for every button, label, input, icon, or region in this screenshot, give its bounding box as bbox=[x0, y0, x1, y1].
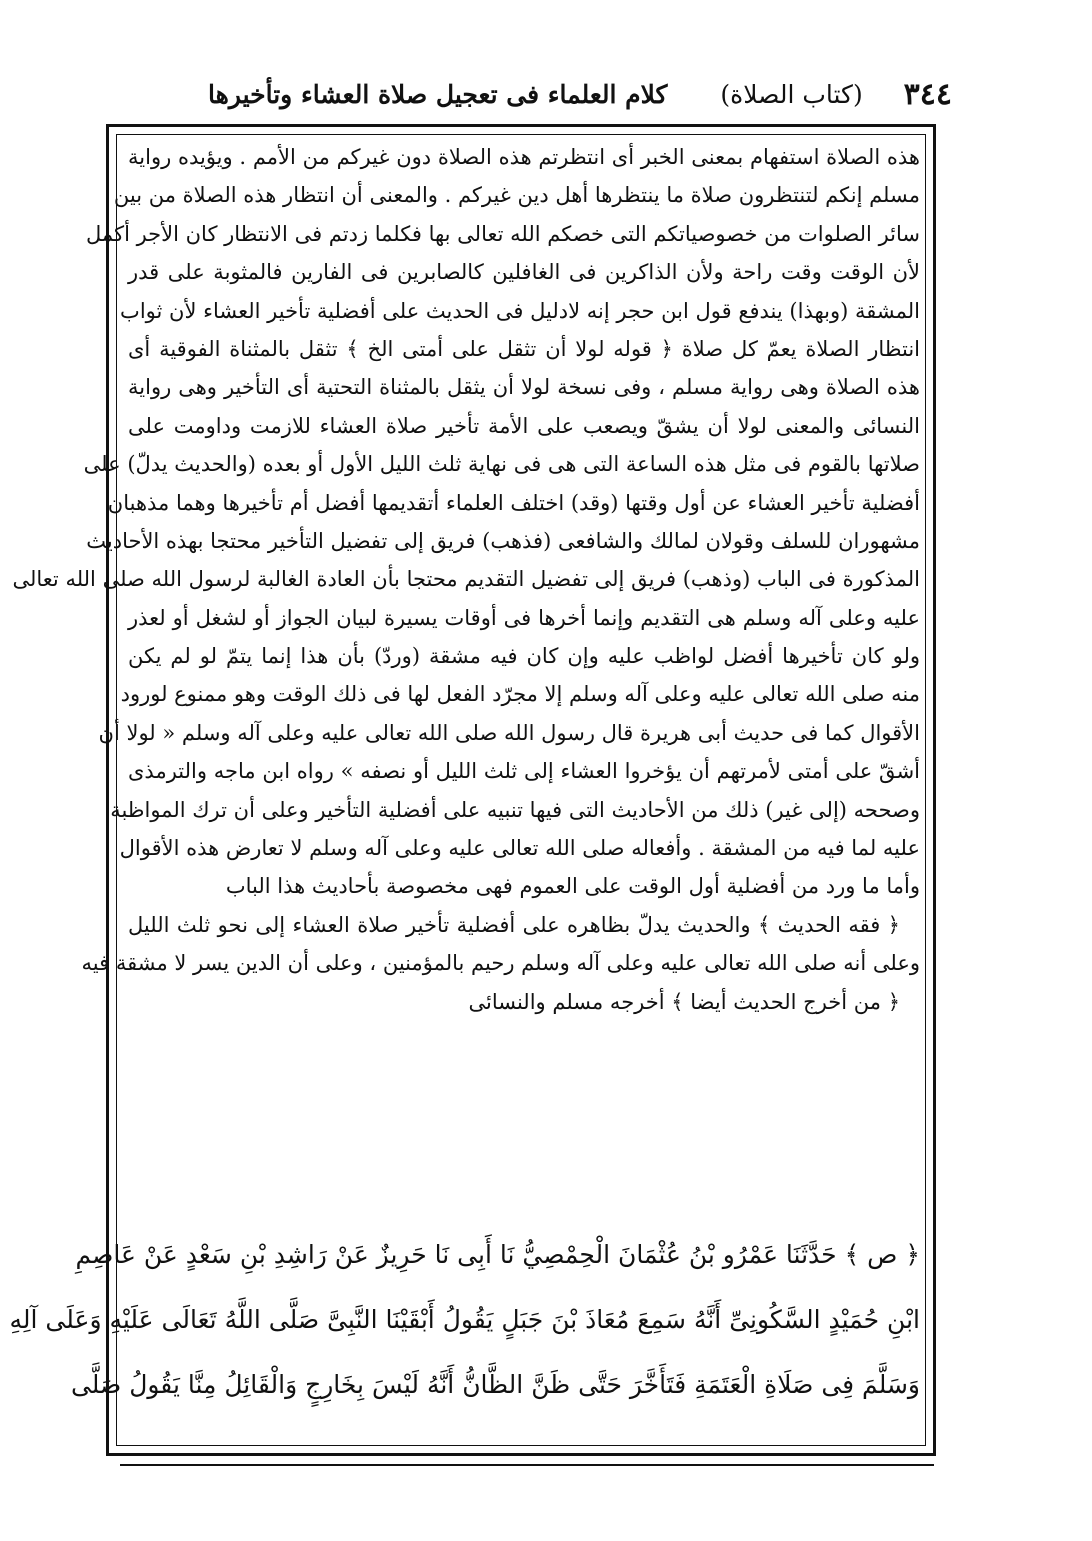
text-line: المذكورة فى الباب (وذهب) فريق إلى تفضيل التقديم محتجا بأن العادة الغالبة لرسول الله صلى الله تعالى bbox=[12, 567, 920, 592]
text-line: وأما ما ورد من أفضلية أول الوقت على العموم فهى مخصوصة بأحاديث هذا الباب bbox=[225, 874, 920, 899]
hadith-line: ابْنِ حُمَيْدٍ السَّكُونِىِّ أَنَّهُ سَمِعَ مُعَاذَ بْنَ جَبَلٍ يَقُولُ أَبْقَيْنَا النَّبِىَّ صَلَّى اللَّهُ تَعَالَى عَلَيْهِ وَعَلَى آلِهِ bbox=[9, 1305, 920, 1334]
text-line: عليه لما فيه من المشقة . وأفعاله صلى الله تعالى عليه وعلى آله وسلم لا تعارض هذه الأقوال bbox=[119, 836, 920, 861]
hadith-text bbox=[9, 1222, 920, 1417]
book-title: (كتاب الصلاة) bbox=[720, 79, 863, 109]
text-line: النسائى والمعنى لولا أن يشقّ ويصعب على الأمة تأخير صلاة العشاء للازمت وداومت على bbox=[128, 413, 920, 438]
commentary-text bbox=[12, 138, 921, 1021]
text-line: هذه الصلاة وهى رواية مسلم ، وفى نسخة لولا أن يثقل بالمثناة التحتية أى التأخير وهى رواية bbox=[128, 375, 920, 400]
bottom-rule bbox=[120, 1464, 934, 1466]
text-line: هذه الصلاة استفهام بمعنى الخبر أى انتظرتم هذه الصلاة دون غيركم من الأمم . ويؤيده رواية bbox=[128, 145, 920, 169]
text-line: منه صلى الله تعالى عليه وعلى آله وسلم إلا مجرّد الفعل لها فى ذلك الوقت وهو ممنوع لورود bbox=[120, 682, 920, 707]
text-line: وصححه (إلى غير) ذلك من الأحاديث التى فيها تنبيه على أفضلية التأخير وعلى أن ترك المواظبة bbox=[110, 797, 920, 822]
text-line: صلاتها بالقوم فى مثل هذه الساعة التى هى فى نهاية ثلث الليل الأول أو بعده (والحديث يدلّ) على bbox=[83, 452, 920, 477]
page-number: ٣٤٤ bbox=[903, 76, 952, 112]
section-heading-line: ﴿ من أخرج الحديث أيضا ﴾ أخرجه مسلم والنسائى bbox=[468, 989, 900, 1014]
text-line: سائر الصلوات من خصوصياتكم التى خصكم الله تعالى بها فكلما زدتم فى الانتظار كان الأجر أكمل bbox=[86, 221, 920, 246]
text-line: عليه وعلى آله وسلم هى التقديم وإنما أخرها فى أوقات يسيرة لبيان الجواز أو لشغل أو لعذر bbox=[128, 605, 920, 630]
text-line: مشهوران للسلف وقولان لمالك والشافعى (فذهب) فريق إلى تفضيل التأخير محتجا بهذه الأحاديث bbox=[86, 528, 920, 553]
text-line: أشقّ على أمتى لأمرتهم أن يؤخروا العشاء إلى ثلث الليل أو نصفه » رواه ابن ماجه والترمذى bbox=[128, 759, 920, 784]
section-heading-line: ﴿ فقه الحديث ﴾ والحديث يدلّ بظاهره على أفضلية تأخير صلاة العشاء إلى نحو ثلث الليل bbox=[128, 912, 900, 937]
text-line: الأقوال كما فى حديث أبى هريرة قال رسول الله صلى الله تعالى عليه وعلى آله وسلم « لولا أن bbox=[98, 720, 920, 745]
page-header bbox=[208, 64, 952, 124]
text-line: المشقة (وبهذا) يندفع قول ابن حجر إنه لادليل فى الحديث على أفضلية تأخير العشاء لأن ثواب bbox=[120, 298, 920, 323]
text-line: وعلى أنه صلى الله تعالى عليه وعلى آله وسلم رحيم بالمؤمنين ، وعلى أن الدين يسر لا مشقة فيه bbox=[81, 951, 920, 976]
text-line: ولو كان تأخيرها أفضل لواظب عليه وإن كان فيه مشقة (وردّ) بأن هذا إنما يتمّ لو لم يكن bbox=[128, 644, 920, 669]
text-line: مسلم إنكم لتنتظرون صلاة ما ينتظرها أهل دين غيركم . والمعنى أن انتظار هذه الصلاة من بين bbox=[113, 183, 920, 208]
running-head: كلام العلماء فى تعجيل صلاة العشاء وتأخيرها bbox=[208, 79, 668, 109]
hadith-line: وَسَلَّمَ فِى صَلَاةِ الْعَتَمَةِ فَتَأَخَّرَ حَتَّى ظَنَّ الظَّانُّ أَنَّهُ لَيْسَ بِخَارِجٍ وَالْقَائِلُ مِنَّا يَقُولُ صَلَّى bbox=[70, 1370, 920, 1399]
text-line: أفضلية تأخير العشاء عن أول وقتها (وقد) اختلف العلماء أتقديمها أفضل أم تأخيرها وهما مذهبان bbox=[107, 490, 920, 515]
text-line: لأن الوقت وقت راحة ولأن الذاكرين فى الغافلين كالصابرين فى الفارين فالمثوبة على قدر bbox=[128, 260, 920, 285]
text-line: انتظار الصلاة يعمّ كل صلاة ﴿ قوله لولا أن تثقل على أمتى الخ ﴾ تثقل بالمثناة الفوقية أى bbox=[128, 336, 921, 361]
hadith-line: ﴿ ص ﴾ حَدَّثَنَا عَمْرُو بْنُ عُثْمَانَ الْحِمْصِيُّ نَا أَبِى نَا حَرِيزٌ عَنْ رَاشِدِ بْنِ سَعْدٍ عَنْ عَاصِمِ bbox=[75, 1240, 920, 1269]
